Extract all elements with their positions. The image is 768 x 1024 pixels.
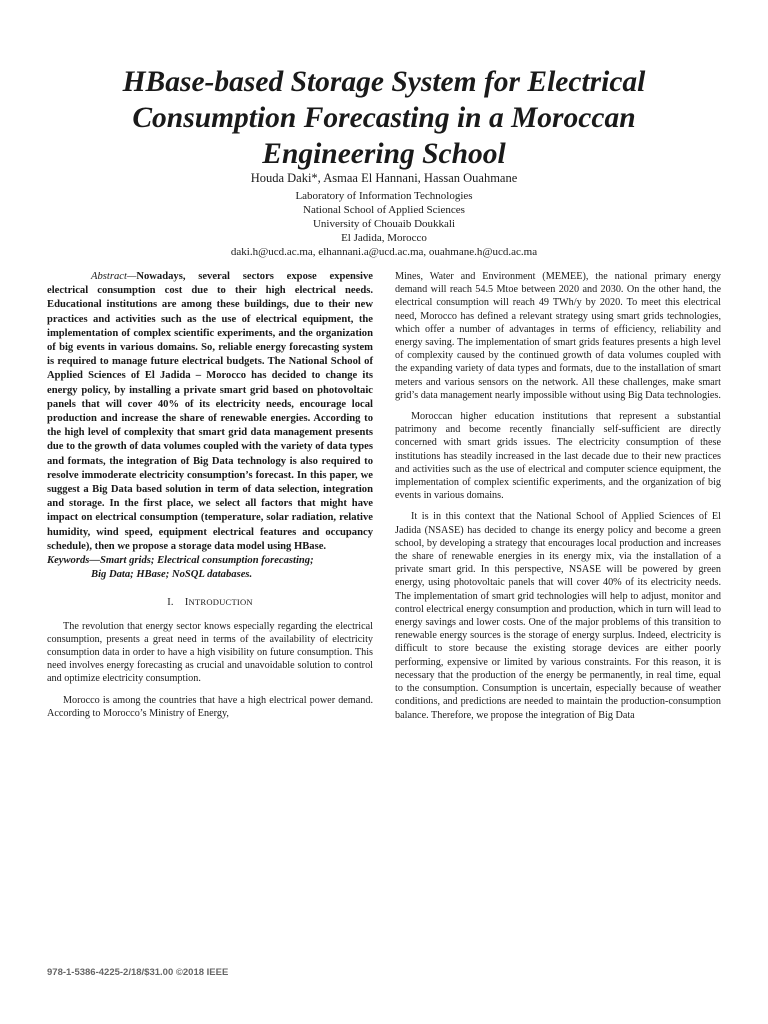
affiliation-university: University of Chouaib Doukkali [312,218,456,230]
abstract-dash: — [126,271,137,282]
abstract-label: Abstract [91,271,127,282]
left-paragraph-2: Morocco is among the countries that have a high electrical power demand. According to Morocco’s Ministry of Energy, [47,694,373,719]
section-first-letter: I [184,597,189,609]
keywords-line-2: Big Data; HBase; NoSQL databases. [91,569,253,581]
abstract [47,270,373,554]
right-paragraph-1: Mines, Water and Environment (MEMEE), the national primary energy demand will reach 54.5 Mtoe between 2020 and 2030. On the other hand, the electrical consumption will reach 49 TWh/y by 2020. To meet this electrical need, Morocco has defined a relevant strategy using smart grids technologies, which offer a number of advantages in terms of efficiency, reliability and energy saving. The implementation of smart grids features presents a high level of complexity caused by the continued growth of data volumes coupled with the expanding variety of data types and formats, due to the installation of smart meters and various sensors on the network. All these challenges, make smart grid’s data management nearly impossible without using Big Data technologies. [395,271,721,401]
abstract-text: Nowadays, several sectors expose expensive electrical consumption cost due to their high electrical needs. Educational institutions are among these buildings, due to their new practices and activities such as the use of electrical equipment, the implementation of complex scientific experiments, and the organization of big events in various domains. So, reliable energy forecasting system is required to manage future electrical budgets. The National School of Applied Sciences of El Jadida – Morocco has decided to change its energy policy, by installing a private smart grid based on photovoltaic panels that will cover 40% of its electricity needs, encourage local production and increase the share of renewable energies. According to the high level of complexity that smart grid data management presents due to the growth of data volumes coupled with the variety of data types and formats, the integration of Big Data technology is also required to resolve immoderate electricity consumption’s forecast. In this paper, we suggest a Big Data based solution in term of data selection, integration and storage. In the first place, we select all factors that might have impact on electrical consumption (temperature, solar radiation, relative humidity, wind speed, equipment electrical features and occupancy schedule), then we propose a storage data model using HBase. [47,271,373,552]
paper-title: HBase-based Storage System for Electrical Consumption Forecasting in a Moroccan Engineering School [122,66,646,170]
section-numeral: I. [167,597,174,609]
keywords [47,554,373,582]
keywords-line-1: Keywords—Smart grids; Electrical consumption forecasting; [47,555,314,567]
right-column [395,270,721,730]
author-list: Houda Daki*, Asmaa El Hannani, Hassan Ouahmane [250,171,518,185]
section-title-rest: NTRODUCTION [188,597,253,608]
left-paragraph-1: The revolution that energy sector knows especially regarding the electrical consumption, presents a great need in terms of the availability of electricity consumption data in order to have a high visibility on future consumption. This need involves energy forecasting as crucial and unavoidable solution to control and optimize electricity consumption. [47,620,373,685]
affiliation-school: National School of Applied Sciences [303,204,465,216]
copyright-footer: 978-1-5386-4225-2/18/$31.00 ©2018 IEEE [47,967,229,978]
affiliation-block [0,189,768,259]
affiliation-city: El Jadida, Morocco [341,232,427,244]
right-paragraph-2: Moroccan higher education institutions that represent a substantial patrimony and become recently financially self-sufficient are directly concerned with smart grids issues. The electricity consumption of these institutions has steadily increased in the last decade due to their new practices and activities such as the use of electrical and computer science equipment, the implementation of complex scientific experiments, and the organization of big events in various domains. [395,411,721,502]
section-heading-introduction [47,596,373,609]
affiliation-lab: Laboratory of Information Technologies [295,190,473,202]
right-paragraph-3: It is in this context that the National School of Applied Sciences of El Jadida (NSASE) has decided to change its energy policy and become a green school, by developing a strategy that encourages local production and increases the share of renewable energies in its energy mix, via the installation of a private smart grid. In this perspective, NSASE will be powered by green energy, using photovoltaic panels that will cover 40% of its electricity needs. The implementation of smart grid technologies will help to adjust, monitor and control electrical energy consumption and production, which in turn will lead to energy savings and lower costs. One of the major problems of this transition to renewable energy sources is the storage of energy surplus. Indeed, electricity is difficult to store because the existing storage devices are either poorly performing, expensive or limited by various constraints. For this reason, it is necessary that the production of the energy be permanently, in real time, equal to the consumption. Consumption is uncertain, especially because of weather conditions, and predictions are needed to maintain the production-consumption balance. Therefore, we propose the integration of Big Data [395,511,721,721]
left-column [47,270,373,728]
author-emails: daki.h@ucd.ac.ma, elhannani.a@ucd.ac.ma, ouahmane.h@ucd.ac.ma [230,246,538,258]
